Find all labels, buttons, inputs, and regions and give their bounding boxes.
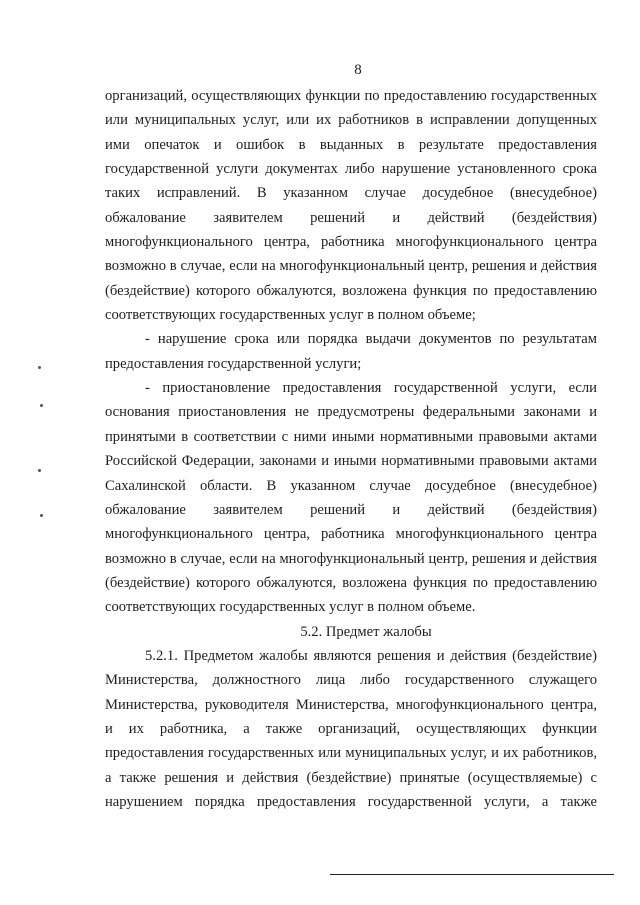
paragraph-suspension: [105, 376, 597, 619]
text-line: нарушением порядка предоставления государственной услуги, а также: [105, 793, 597, 810]
text-line: организаций, осуществляющих функции по предоставлению государственных: [105, 88, 597, 104]
text-line: предоставления государственных или муниципальных услуг, и их работников,: [105, 745, 597, 762]
text-line: (бездействие) которого обжалуются, возложена функция по предоставлению: [105, 574, 597, 591]
scan-speck: [40, 514, 43, 517]
text-line: государственной услуги документах либо нарушение установленного срока: [105, 161, 597, 178]
text-line: или муниципальных услуг, или их работников в исправлении допущенных: [105, 112, 597, 129]
section-heading: 5.2. Предмет жалобы: [300, 623, 432, 640]
text-line: многофункционального центра, работника многофункционального центра: [105, 234, 597, 251]
page-number: 8: [354, 62, 362, 78]
paragraph-deadline-violation: [105, 327, 597, 376]
text-line: Министерства, должностного лица либо государственного служащего: [105, 672, 597, 689]
scan-speck: [38, 469, 41, 472]
text-line: Министерства, руководителя Министерства, многофункционального центра,: [105, 696, 597, 713]
text-line: возможно в случае, если на многофункциональный центр, решения и действия: [105, 258, 597, 275]
paragraph-appeal-grounds-continued: [105, 84, 597, 327]
text-line: таких исправлений. В указанном случае досудебное (внесудебное): [105, 185, 597, 202]
text-line: обжалование заявителем решений и действий (бездействия): [105, 209, 597, 226]
text-line: ими опечаток и ошибок в выданных в результате предоставления: [105, 136, 597, 153]
text-line: предоставления государственной услуги;: [105, 355, 362, 372]
text-line: а также решения и действия (бездействие) принятые (осуществляемые) с: [105, 769, 597, 786]
document-body: [105, 84, 597, 814]
text-line: Сахалинской области. В указанном случае досудебное (внесудебное): [105, 477, 597, 494]
text-line: многофункционального центра, работника многофункционального центра: [105, 526, 597, 543]
text-line: принятыми в соответствии с ними иными нормативными правовыми актами: [105, 428, 597, 445]
footer-rule: [330, 874, 614, 875]
text-line: обжалование заявителем решений и действий (бездействия): [105, 501, 597, 518]
text-line: и их работника, а также организаций, осуществляющих функции: [105, 720, 597, 737]
scan-speck: [40, 404, 43, 407]
text-line: - приостановление предоставления государственной услуги, если: [145, 380, 597, 397]
text-line: - нарушение срока или порядка выдачи документов по результатам: [145, 331, 597, 348]
text-line: (бездействие) которого обжалуются, возложена функция по предоставлению: [105, 282, 597, 299]
text-line: соответствующих государственных услуг в полном объеме.: [105, 599, 476, 616]
scan-speck: [38, 366, 41, 369]
text-line: возможно в случае, если на многофункциональный центр, решения и действия: [105, 550, 597, 567]
text-line: основания приостановления не предусмотрены федеральными законами и: [105, 404, 597, 421]
paragraph-complaint-subject: [105, 644, 597, 814]
text-line: 5.2.1. Предметом жалобы являются решения и действия (бездействие): [145, 647, 597, 664]
text-line: Российской Федерации, законами и иными нормативными правовыми актами: [105, 453, 597, 470]
text-line: соответствующих государственных услуг в полном объеме;: [105, 307, 476, 324]
